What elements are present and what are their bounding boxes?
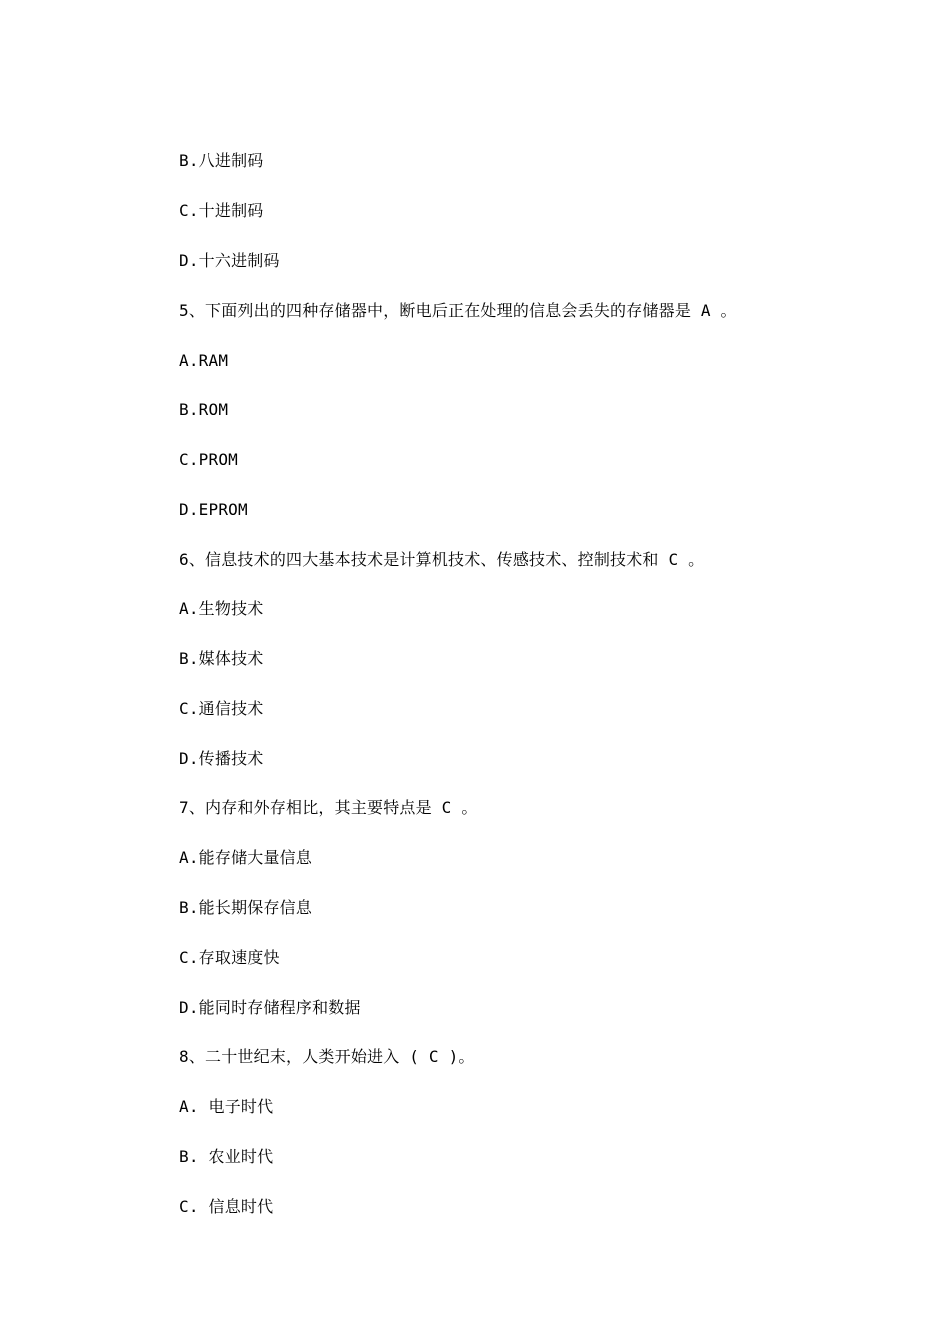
- option-line: C. 信息时代: [179, 1197, 274, 1216]
- question-line: 8、二十世纪末，人类开始进入 ( C )。: [179, 1047, 475, 1066]
- question-line: 6、信息技术的四大基本技术是计算机技术、传感技术、控制技术和 C 。: [179, 550, 705, 569]
- question-line: 5、下面列出的四种存储器中，断电后正在处理的信息会丢失的存储器是 A 。: [179, 301, 737, 320]
- option-line: A. 电子时代: [179, 1097, 274, 1116]
- option-line: D.EPROM: [179, 500, 248, 519]
- option-line: B.ROM: [179, 400, 229, 419]
- option-line: D.传播技术: [179, 749, 264, 768]
- option-line: B.能长期保存信息: [179, 898, 313, 917]
- option-line: A.生物技术: [179, 599, 264, 618]
- option-line: C.存取速度快: [179, 948, 280, 967]
- option-line: B.媒体技术: [179, 649, 264, 668]
- option-line: A.能存储大量信息: [179, 848, 313, 867]
- option-line: C.通信技术: [179, 699, 264, 718]
- option-line: C.PROM: [179, 450, 238, 469]
- option-line: C.十进制码: [179, 201, 264, 220]
- question-line: 7、内存和外存相比，其主要特点是 C 。: [179, 798, 478, 817]
- option-line: D.十六进制码: [179, 251, 280, 270]
- option-line: A.RAM: [179, 351, 229, 370]
- option-line: D.能同时存储程序和数据: [179, 998, 361, 1017]
- option-line: B.八进制码: [179, 151, 264, 170]
- option-line: B. 农业时代: [179, 1147, 274, 1166]
